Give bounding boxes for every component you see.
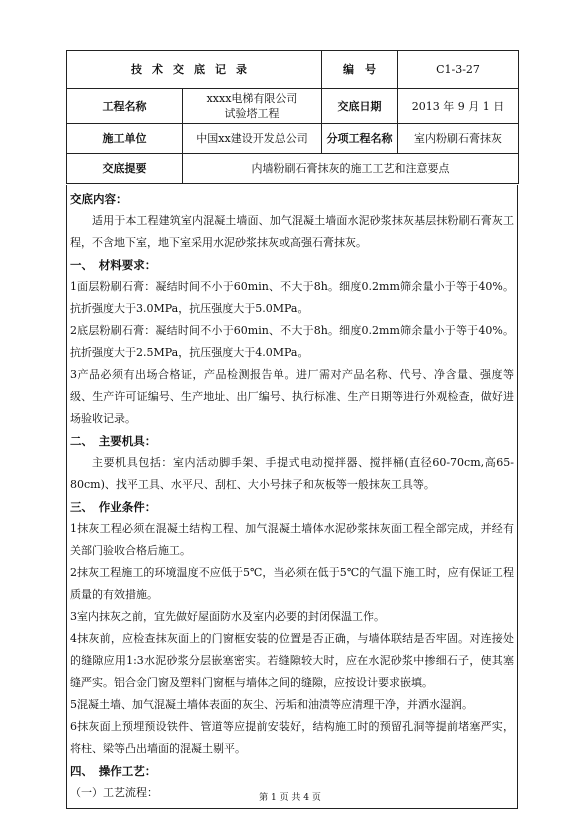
content-heading: 交底内容： — [70, 192, 128, 206]
section-3-item-1: 1抹灰工程必须在混凝土结构工程、加气混凝土墙体水泥砂浆抹灰面工程全部完成，并经有关部门验收合格后施工。 — [70, 522, 514, 557]
section-1-item-1: 1面层粉刷石膏：凝结时间不小于60min、不大于8h。细度0.2mm筛余量小于等于40%。抗折强度大于3.0MPa，抗压强度大于5.0MPa。 — [70, 280, 514, 315]
document-title: 技术交底记录 — [67, 51, 322, 89]
section-2-item-1: 主要机具包括：室内活动脚手架、手提式电动搅拌器、搅拌桶(直径60-70cm,高65-80cm)、找平工具、水平尺、刮杠、大小号抹子和灰板等一般抹灰工具等。 — [70, 456, 514, 491]
section-1-title: 一、 材料要求： — [70, 258, 157, 272]
subproject-value: 室内粉刷石膏抹灰 — [398, 124, 519, 154]
unit-label: 施工单位 — [67, 124, 183, 154]
unit-value: 中国xx建设开发总公司 — [183, 124, 322, 154]
section-3-item-6: 6抹灰面上预埋预设铁件、管道等应提前安装好，结构施工时的预留孔洞等提前堵塞严实，将柱、梁等凸出墙面的混凝土剔平。 — [70, 720, 514, 755]
section-3-title: 三、 作业条件： — [70, 500, 157, 514]
intro-paragraph: 适用于本工程建筑室内混凝土墙面、加气混凝土墙面水泥砂浆抹灰基层抹粉刷石膏灰工程，不含地下室，地下室采用水泥砂浆抹灰或高强石膏抹灰。 — [70, 214, 514, 249]
number-label: 编 号 — [322, 51, 398, 89]
date-value: 2013 年 9 月 1 日 — [398, 89, 519, 124]
section-3-item-4: 4抹灰前，应检查抹灰面上的门窗框安装的位置是否正确，与墙体联结是否牢固。对连接处的缝隙应用1:3水泥砂浆分层嵌塞密实。若缝隙较大时，应在水泥砂浆中掺细石子，使其塞缝严实。铝合金门窗及塑料门窗框与墙体之间的缝隙，应按设计要求嵌填。 — [70, 632, 514, 689]
project-label: 工程名称 — [67, 89, 183, 124]
header-table — [66, 50, 519, 184]
summary-value: 内墙粉刷石膏抹灰的施工工艺和注意要点 — [183, 154, 519, 184]
page-footer: 第 1 页 共 4 页 — [259, 793, 321, 803]
section-3-item-3: 3室内抹灰之前，宜先做好屋面防水及室内必要的封闭保温工作。 — [70, 610, 385, 623]
project-value — [183, 89, 322, 124]
subproject-label: 分项工程名称 — [322, 124, 398, 154]
section-2-title: 二、 主要机具： — [70, 434, 157, 448]
section-3-item-5: 5混凝土墙、加气混凝土墙体表面的灰尘、污垢和油渍等应清理干净，并洒水湿润。 — [70, 698, 473, 711]
summary-label: 交底提要 — [67, 154, 183, 184]
date-label: 交底日期 — [322, 89, 398, 124]
section-1-item-3: 3产品必须有出场合格证，产品检测报告单。进厂需对产品名称、代号、净含量、强度等级、生产许可证编号、生产地址、出厂编号、执行标准、生产日期等进行外观检查，做好进场验收记录。 — [70, 368, 514, 425]
section-4-title: 四、 操作工艺： — [70, 764, 157, 778]
section-1-item-2: 2底层粉刷石膏：凝结时间不小于60min、不大于8h。细度0.2mm筛余量小于等于40%。抗折强度大于2.5MPa，抗压强度大于4.0MPa。 — [70, 324, 514, 359]
number-value: C1-3-27 — [398, 51, 519, 89]
content-body — [70, 188, 514, 804]
section-3-item-2: 2抹灰工程施工的环境温度不应低于5℃，当必须在低于5℃的气温下施工时，应有保证工程质量的有效措施。 — [70, 566, 514, 601]
project-value-line2: 试验塔工程 — [224, 107, 280, 120]
project-value-line1: xxxx电梯有限公司 — [206, 92, 298, 105]
section-4-subtitle: （一）工艺流程： — [70, 786, 158, 799]
